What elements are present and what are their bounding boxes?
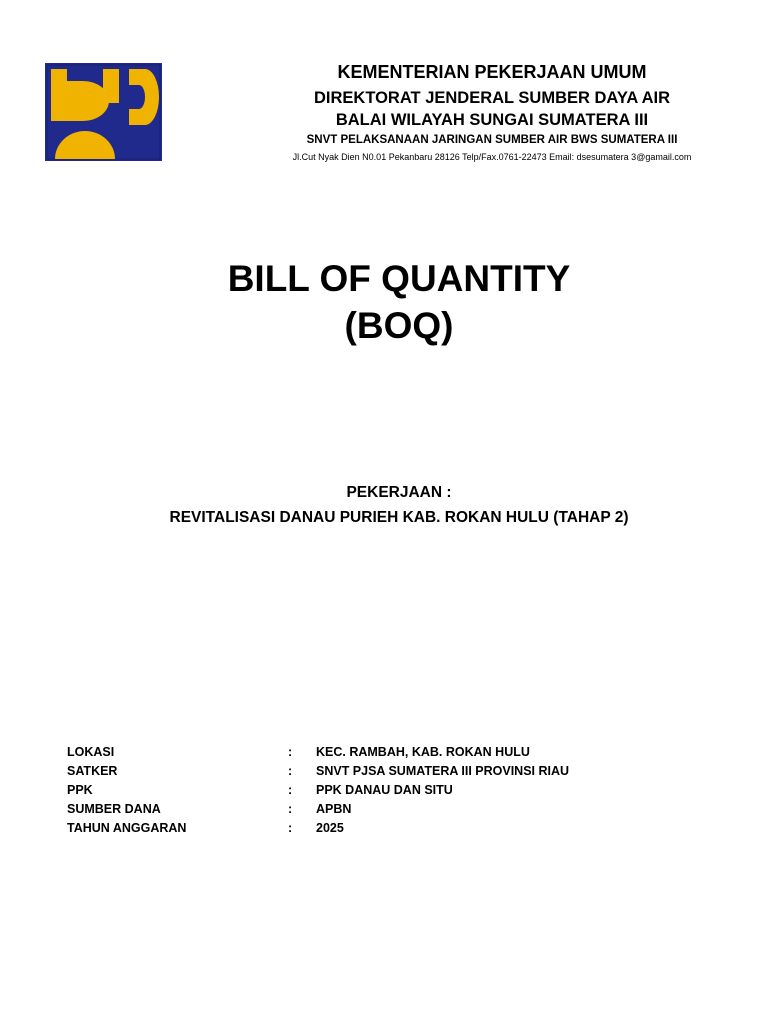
info-value: KEC. RAMBAH, KAB. ROKAN HULU (316, 745, 530, 759)
info-row-lokasi (67, 745, 687, 764)
info-label: SUMBER DANA (67, 802, 161, 816)
info-label: LOKASI (67, 745, 115, 759)
address-line: Jl.Cut Nyak Dien N0.01 Pekanbaru 28126 Telp/Fax.0761-22473 Email: dsesumatera 3@gamail.com (292, 152, 692, 162)
work-name: REVITALISASI DANAU PURIEH KAB. ROKAN HULU (TAHAP 2) (169, 509, 629, 526)
info-label: TAHUN ANGGARAN (67, 821, 187, 835)
work-label: PEKERJAAN : (346, 484, 452, 501)
info-separator: : (288, 802, 293, 816)
info-value: 2025 (316, 821, 344, 835)
info-value: PPK DANAU DAN SITU (316, 783, 453, 797)
info-row-sumber-dana (67, 802, 687, 821)
info-value: APBN (316, 802, 352, 816)
info-value: SNVT PJSA SUMATERA III PROVINSI RIAU (316, 764, 570, 778)
office-name: BALAI WILAYAH SUNGAI SUMATERA III (335, 111, 649, 129)
document-title-abbr: (BOQ) (344, 305, 454, 346)
project-info-table (67, 745, 687, 840)
info-label: PPK (67, 783, 93, 797)
ministry-name: KEMENTERIAN PEKERJAAN UMUM (337, 62, 647, 82)
info-row-tahun-anggaran (67, 821, 687, 840)
info-label: SATKER (67, 764, 118, 778)
info-row-ppk (67, 783, 687, 802)
unit-name: SNVT PELAKSANAAN JARINGAN SUMBER AIR BWS SUMATERA III (306, 134, 678, 146)
document-title: BILL OF QUANTITY (227, 258, 571, 299)
info-separator: : (288, 783, 293, 797)
info-separator: : (288, 764, 293, 778)
info-row-satker (67, 764, 687, 783)
pu-logo-icon (45, 63, 162, 161)
info-separator: : (288, 821, 293, 835)
info-separator: : (288, 745, 293, 759)
directorate-name: DIREKTORAT JENDERAL SUMBER DAYA AIR (313, 89, 671, 107)
ministry-logo (45, 63, 162, 161)
